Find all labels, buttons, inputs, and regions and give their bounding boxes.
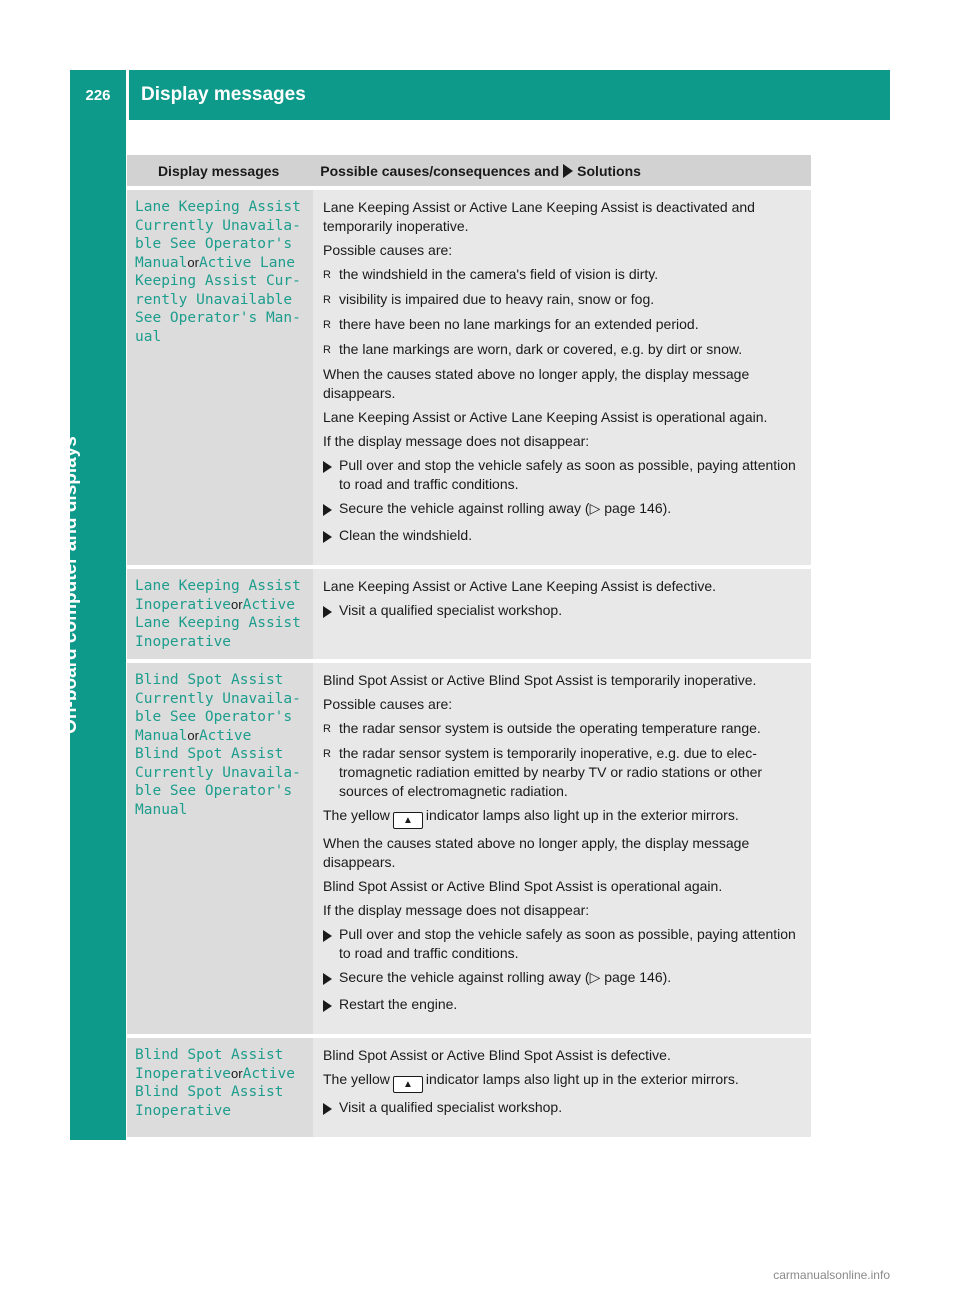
display-messages-table bbox=[127, 155, 811, 1137]
display-message-text: Currently Unavaila‐ bbox=[135, 690, 301, 707]
display-message-text: Blind Spot Assist bbox=[135, 1047, 284, 1063]
solution-cell bbox=[313, 663, 811, 1034]
display-message-text: Blind Spot Assist bbox=[135, 1084, 284, 1100]
solution-cell bbox=[313, 190, 811, 565]
display-message-line bbox=[135, 690, 305, 709]
cause-text: visibility is impaired due to heavy rain, snow or fog. bbox=[339, 291, 655, 307]
cause-bullet bbox=[323, 340, 801, 360]
display-message-text: Inoperative bbox=[135, 1102, 232, 1119]
display-message-text: rently Unavailable bbox=[135, 291, 293, 308]
display-message-text: ble See Operator's bbox=[135, 709, 293, 725]
step-text: Visit a qualified specialist workshop. bbox=[339, 602, 563, 618]
display-message-line bbox=[135, 291, 305, 310]
cause-bullet bbox=[323, 290, 801, 310]
paragraph: Possible causes are: bbox=[323, 242, 453, 258]
display-message-text: ble See Operator's bbox=[135, 783, 293, 799]
or-connector: or bbox=[231, 596, 243, 612]
display-message-text: Lane Keeping Assist bbox=[135, 615, 301, 631]
triangle-right-icon bbox=[323, 925, 339, 963]
display-message-text: Manual bbox=[135, 254, 188, 271]
display-message-cell bbox=[127, 569, 313, 659]
display-message-line bbox=[135, 198, 305, 217]
display-message-line bbox=[135, 217, 305, 236]
display-message-line bbox=[135, 764, 305, 783]
footer-watermark: carmanualsonline.info bbox=[773, 1268, 890, 1282]
paragraph: Blind Spot Assist or Active Blind Spot Assist is temporarily inoperative. bbox=[323, 672, 757, 688]
display-message-line bbox=[135, 328, 305, 347]
cause-text: there have been no lane markings for an extended period. bbox=[339, 316, 699, 332]
cause-bullet bbox=[323, 719, 801, 739]
display-message-line bbox=[135, 708, 305, 727]
display-message-text: Lane Keeping Assist bbox=[135, 578, 301, 594]
step-text: Visit a qualified specialist workshop. bbox=[339, 1099, 563, 1115]
solution-cell bbox=[313, 569, 811, 659]
triangle-right-icon bbox=[323, 601, 339, 623]
solution-step bbox=[323, 925, 801, 963]
page-header bbox=[70, 70, 890, 120]
bullet-r-icon: R bbox=[323, 723, 331, 735]
display-message-line bbox=[135, 1083, 305, 1102]
display-message-cell bbox=[127, 190, 313, 565]
paragraph: If the display message does not disappear: bbox=[323, 433, 590, 449]
or-connector: or bbox=[187, 254, 199, 270]
blind-spot-indicator-icon: ▲ bbox=[393, 812, 423, 829]
paragraph: Lane Keeping Assist or Active Lane Keeping Assist is defective. bbox=[323, 578, 717, 594]
table-row bbox=[127, 569, 811, 659]
display-message-text: ual bbox=[135, 328, 162, 345]
bullet-r-icon: R bbox=[323, 269, 331, 281]
column-header-causes-text: Possible causes/consequences and bbox=[320, 162, 560, 179]
triangle-right-icon bbox=[323, 1098, 339, 1120]
paragraph: If the display message does not disappear: bbox=[323, 902, 590, 918]
cause-bullet bbox=[323, 315, 801, 335]
triangle-right-icon bbox=[563, 164, 573, 178]
bullet-r-icon: R bbox=[323, 294, 331, 306]
display-message-text: Blind Spot Assist bbox=[135, 746, 284, 762]
triangle-right-icon bbox=[323, 499, 339, 521]
display-message-text: Inoperative bbox=[135, 633, 232, 650]
display-message-text: Active Lane bbox=[198, 254, 295, 271]
paragraph: When the causes stated above no longer apply, the display message disappears. bbox=[323, 835, 750, 870]
column-header-solutions-text: Solutions bbox=[577, 162, 641, 179]
paragraph: Lane Keeping Assist or Active Lane Keeping Assist is deactivated and temporarily inoperative. bbox=[323, 199, 755, 234]
table-row bbox=[127, 1038, 811, 1137]
display-message-line bbox=[135, 272, 305, 291]
section-title: Display messages bbox=[141, 84, 306, 105]
solution-cell bbox=[313, 1038, 811, 1137]
table-body bbox=[127, 190, 811, 1137]
side-tab-label: On-board computer and displays bbox=[60, 436, 81, 734]
table-row bbox=[127, 190, 811, 565]
indicator-text-before: The yellow bbox=[323, 1071, 390, 1087]
cause-text: the radar sensor system is temporarily inoperative, e.g. due to elec‐ tromagnetic radiation emitted by nearby TV or radio stations or other sources of electromagnetic radiation. bbox=[339, 745, 763, 799]
display-message-line bbox=[135, 782, 305, 801]
display-message-text: Currently Unavaila‐ bbox=[135, 764, 301, 781]
bullet-r-icon: R bbox=[323, 748, 331, 760]
display-message-line bbox=[135, 1046, 305, 1065]
step-text: Secure the vehicle against rolling away (▷ page 146). bbox=[339, 500, 672, 516]
bullet-r-icon: R bbox=[323, 319, 331, 331]
solution-step bbox=[323, 1098, 801, 1120]
solution-step bbox=[323, 499, 801, 521]
display-message-text: Active bbox=[242, 1065, 295, 1082]
blind-spot-indicator-icon: ▲ bbox=[393, 1076, 423, 1093]
step-text: Restart the engine. bbox=[339, 996, 458, 1012]
column-header-causes bbox=[310, 155, 811, 186]
indicator-text-after: indicator lamps also light up in the exterior mirrors. bbox=[425, 1071, 739, 1087]
display-message-text: Active bbox=[198, 727, 252, 744]
display-message-text: Manual bbox=[135, 801, 188, 818]
step-text: Pull over and stop the vehicle safely as soon as possible, paying attention to road and traffic conditions. bbox=[339, 457, 796, 492]
display-message-line bbox=[135, 671, 305, 690]
display-message-line bbox=[135, 633, 305, 652]
step-text: Secure the vehicle against rolling away (▷ page 146). bbox=[339, 969, 672, 985]
solution-step bbox=[323, 995, 801, 1017]
page-number: 226 bbox=[85, 86, 111, 104]
display-message-cell bbox=[127, 1038, 313, 1137]
display-message-line bbox=[135, 596, 305, 615]
bullet-r-icon: R bbox=[323, 344, 331, 356]
display-message-text: Blind Spot Assist bbox=[135, 672, 284, 688]
paragraph: Lane Keeping Assist or Active Lane Keeping Assist is operational again. bbox=[323, 409, 768, 425]
display-message-line bbox=[135, 577, 305, 596]
solution-step bbox=[323, 968, 801, 990]
display-message-line bbox=[135, 254, 305, 273]
step-text: Clean the windshield. bbox=[339, 527, 473, 543]
display-message-cell bbox=[127, 663, 313, 1034]
table-header bbox=[127, 155, 811, 186]
solution-step bbox=[323, 526, 801, 548]
cause-text: the windshield in the camera's field of vision is dirty. bbox=[339, 266, 659, 282]
header-divider bbox=[126, 70, 129, 120]
display-message-text: Active bbox=[242, 596, 295, 613]
display-message-text: ble See Operator's bbox=[135, 236, 293, 252]
step-text: Pull over and stop the vehicle safely as soon as possible, paying attention to road and traffic conditions. bbox=[339, 926, 796, 961]
display-message-text: Inoperative bbox=[135, 596, 232, 613]
cause-bullet bbox=[323, 744, 801, 801]
display-message-text: See Operator's Man‐ bbox=[135, 310, 301, 326]
solution-step bbox=[323, 601, 801, 623]
display-message-line bbox=[135, 727, 305, 746]
display-message-text: Currently Unavaila‐ bbox=[135, 217, 301, 234]
paragraph: Blind Spot Assist or Active Blind Spot Assist is operational again. bbox=[323, 878, 723, 894]
cause-text: the radar sensor system is outside the operating temperature range. bbox=[339, 720, 761, 736]
display-message-line bbox=[135, 309, 305, 328]
indicator-text-before: The yellow bbox=[323, 807, 390, 823]
cause-text: the lane markings are worn, dark or covered, e.g. by dirt or snow. bbox=[339, 341, 743, 357]
indicator-paragraph bbox=[323, 806, 801, 829]
display-message-line bbox=[135, 745, 305, 764]
indicator-paragraph bbox=[323, 1070, 801, 1093]
paragraph: When the causes stated above no longer apply, the display message disappears. bbox=[323, 366, 750, 401]
indicator-text-after: indicator lamps also light up in the exterior mirrors. bbox=[425, 807, 739, 823]
solution-step bbox=[323, 456, 801, 494]
display-message-line bbox=[135, 235, 305, 254]
column-header-messages: Display messages bbox=[157, 162, 280, 179]
or-connector: or bbox=[187, 727, 199, 743]
paragraph: Blind Spot Assist or Active Blind Spot Assist is defective. bbox=[323, 1047, 671, 1063]
triangle-right-icon bbox=[323, 968, 339, 990]
or-connector: or bbox=[231, 1065, 243, 1081]
display-message-line bbox=[135, 614, 305, 633]
display-message-text: Manual bbox=[135, 727, 188, 744]
display-message-text: Lane Keeping Assist bbox=[135, 199, 301, 215]
display-message-text: Keeping Assist Cur‐ bbox=[135, 273, 301, 289]
triangle-right-icon bbox=[323, 526, 339, 548]
display-message-line bbox=[135, 801, 305, 820]
display-message-line bbox=[135, 1102, 305, 1121]
paragraph: Possible causes are: bbox=[323, 696, 453, 712]
cause-bullet bbox=[323, 265, 801, 285]
triangle-right-icon bbox=[323, 995, 339, 1017]
display-message-line bbox=[135, 1065, 305, 1084]
triangle-right-icon bbox=[323, 456, 339, 494]
display-message-text: Inoperative bbox=[135, 1065, 232, 1082]
table-row bbox=[127, 663, 811, 1034]
